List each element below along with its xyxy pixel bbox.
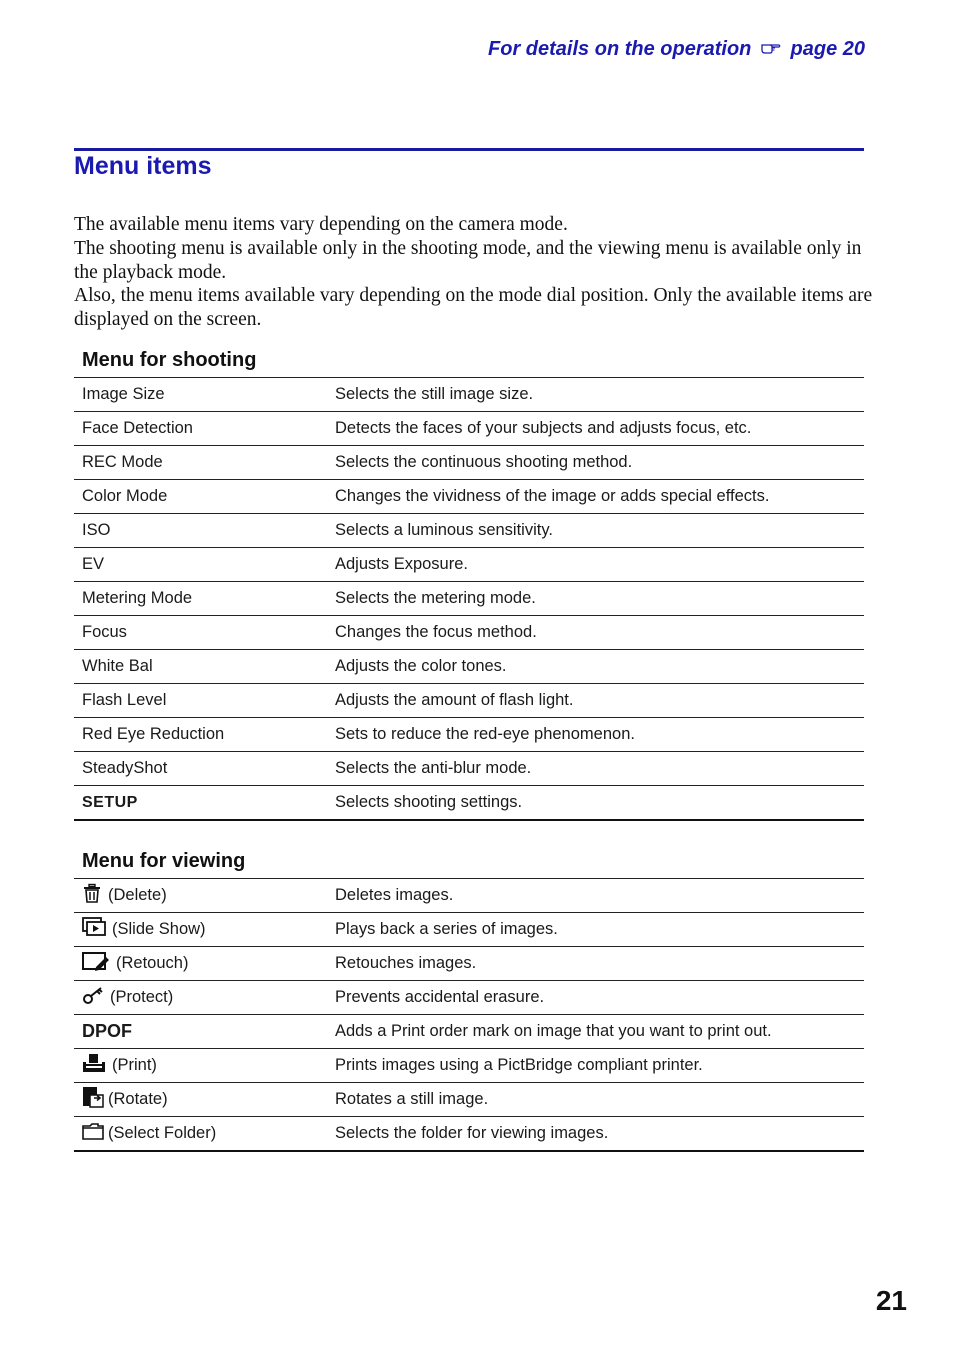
menu-item-name: Red Eye Reduction — [74, 718, 327, 752]
menu-item-description: Prevents accidental erasure. — [327, 981, 864, 1015]
menu-item-name: Face Detection — [74, 412, 327, 446]
setup-label: SETUP — [82, 794, 138, 811]
menu-item-label: (Retouch) — [116, 953, 189, 972]
menu-item-description: Selects the still image size. — [327, 378, 864, 412]
menu-item-description: Adjusts the color tones. — [327, 650, 864, 684]
menu-item-description: Selects the folder for viewing images. — [327, 1117, 864, 1152]
menu-item-name: Metering Mode — [74, 582, 327, 616]
table-row — [74, 947, 864, 981]
table-row — [74, 1049, 864, 1083]
retouch-icon — [82, 951, 110, 976]
table-row — [74, 913, 864, 947]
menu-item-name — [74, 947, 327, 981]
intro-paragraph: The shooting menu is available only in the shooting mode, and the viewing menu is available only in the playback mode. — [74, 237, 862, 283]
menu-item-description: Rotates a still image. — [327, 1083, 864, 1117]
key-icon — [82, 985, 104, 1010]
folder-icon — [82, 1122, 104, 1145]
menu-item-description: Sets to reduce the red-eye phenomenon. — [327, 718, 864, 752]
shooting-menu-rows — [74, 378, 864, 821]
menu-item-name — [74, 913, 327, 947]
menu-item-description: Selects the metering mode. — [327, 582, 864, 616]
menu-item-name: REC Mode — [74, 446, 327, 480]
slide-show-icon — [82, 917, 106, 942]
table-row — [74, 684, 864, 718]
menu-item-name: Flash Level — [74, 684, 327, 718]
trash-icon — [82, 883, 102, 908]
menu-item-label: (Select Folder) — [108, 1123, 217, 1142]
page-reference[interactable] — [488, 38, 865, 61]
pointing-hand-icon — [761, 38, 781, 61]
menu-item-description: Detects the faces of your subjects and adjusts focus, etc. — [327, 412, 864, 446]
table-row — [74, 582, 864, 616]
print-icon — [82, 1053, 106, 1078]
menu-item-name: Image Size — [74, 378, 327, 412]
intro-paragraph: The available menu items vary depending on the camera mode. — [74, 214, 568, 235]
menu-item-name — [74, 1117, 327, 1152]
menu-item-label: (Delete) — [108, 885, 167, 904]
page-reference-prefix: For details on the operation — [488, 38, 752, 60]
viewing-menu-table — [74, 846, 864, 1152]
menu-item-label: (Protect) — [110, 987, 174, 1006]
menu-item-name: Focus — [74, 616, 327, 650]
menu-item-label: (Slide Show) — [112, 919, 206, 938]
menu-item-description: Selects shooting settings. — [327, 786, 864, 821]
viewing-menu-rows — [74, 879, 864, 1152]
menu-item-description: Adjusts the amount of flash light. — [327, 684, 864, 718]
menu-item-name: SteadyShot — [74, 752, 327, 786]
table-row — [74, 981, 864, 1015]
table-row — [74, 1015, 864, 1049]
menu-item-description: Selects a luminous sensitivity. — [327, 514, 864, 548]
menu-item-description: Prints images using a PictBridge compliant printer. — [327, 1049, 864, 1083]
table-row — [74, 718, 864, 752]
table-row — [74, 752, 864, 786]
shooting-menu-heading: Menu for shooting — [74, 345, 864, 378]
table-row — [74, 446, 864, 480]
table-row — [74, 514, 864, 548]
menu-item-description: Retouches images. — [327, 947, 864, 981]
page-number: 21 — [875, 1285, 907, 1316]
table-row — [74, 378, 864, 412]
table-row — [74, 879, 864, 913]
table-row — [74, 480, 864, 514]
table-row — [74, 1083, 864, 1117]
dpof-icon: DPOF — [82, 1021, 133, 1041]
menu-item-label: (Print) — [112, 1055, 157, 1074]
shooting-menu-table — [74, 345, 864, 821]
menu-item-name: White Bal — [74, 650, 327, 684]
table-row — [74, 412, 864, 446]
menu-item-name — [74, 879, 327, 913]
menu-item-name — [74, 1015, 327, 1049]
menu-item-name: Color Mode — [74, 480, 327, 514]
section-title: Menu items — [74, 152, 212, 180]
menu-item-description: Adjusts Exposure. — [327, 548, 864, 582]
intro-text — [74, 213, 874, 332]
table-row — [74, 1117, 864, 1152]
section-rule — [74, 148, 864, 151]
table-row — [74, 616, 864, 650]
menu-item-name — [74, 786, 327, 821]
menu-item-name — [74, 1049, 327, 1083]
rotate-icon — [82, 1086, 104, 1113]
menu-item-name — [74, 1083, 327, 1117]
menu-item-name: EV — [74, 548, 327, 582]
table-row — [74, 786, 864, 821]
page-reference-suffix: page 20 — [790, 38, 865, 60]
menu-item-name: ISO — [74, 514, 327, 548]
intro-paragraph: Also, the menu items available vary depending on the mode dial position. Only the available items are displayed on the screen. — [74, 285, 873, 331]
menu-item-description: Selects the continuous shooting method. — [327, 446, 864, 480]
menu-item-description: Selects the anti-blur mode. — [327, 752, 864, 786]
table-row — [74, 650, 864, 684]
viewing-menu-heading: Menu for viewing — [74, 846, 864, 879]
menu-item-description: Changes the vividness of the image or adds special effects. — [327, 480, 864, 514]
menu-item-description: Changes the focus method. — [327, 616, 864, 650]
menu-item-label: (Rotate) — [108, 1089, 168, 1108]
menu-item-description: Adds a Print order mark on image that you want to print out. — [327, 1015, 864, 1049]
menu-item-description: Plays back a series of images. — [327, 913, 864, 947]
table-row — [74, 548, 864, 582]
menu-item-name — [74, 981, 327, 1015]
menu-item-description: Deletes images. — [327, 879, 864, 913]
